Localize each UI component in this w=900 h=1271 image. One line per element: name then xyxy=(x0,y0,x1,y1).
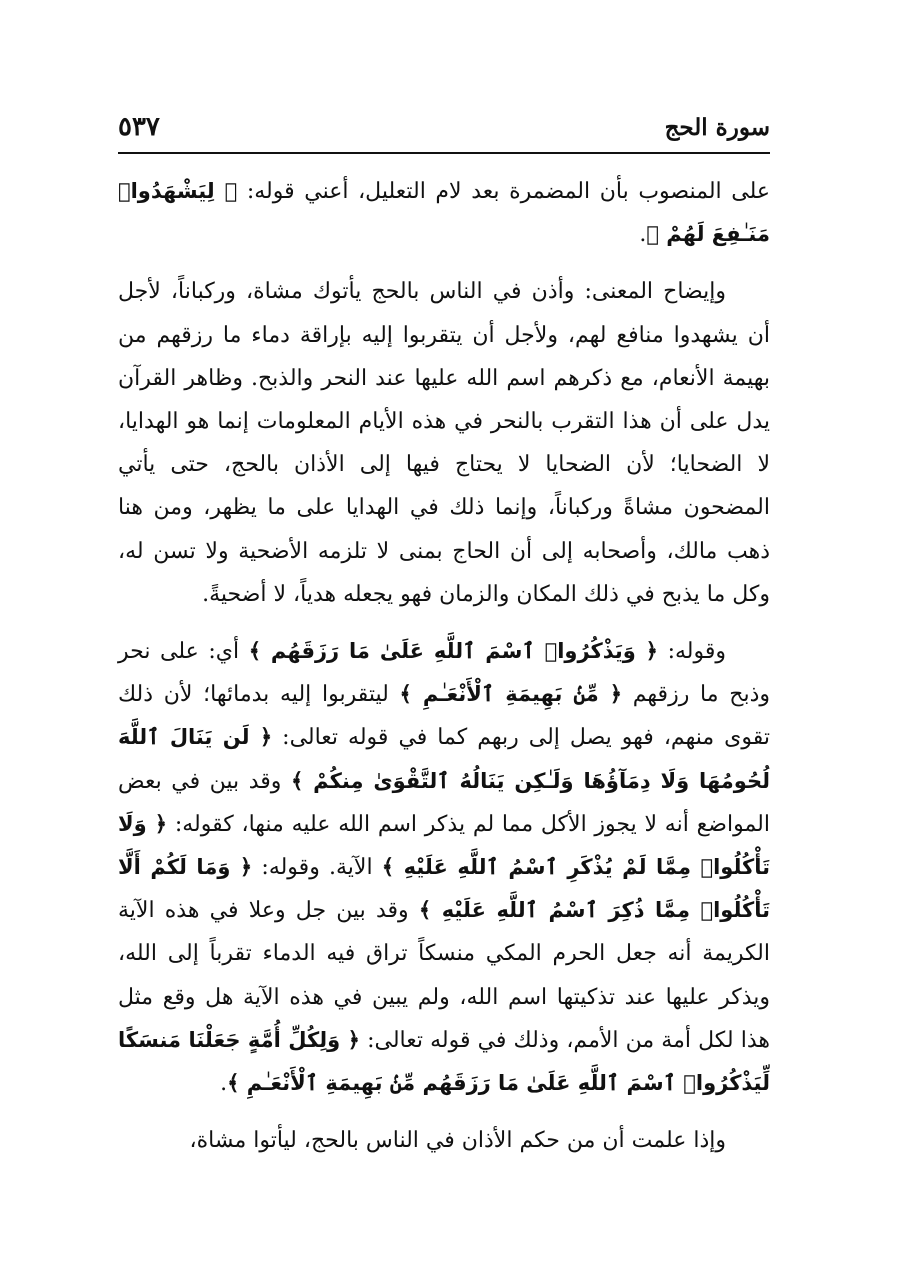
surah-title: سورة الحج xyxy=(664,114,770,141)
paragraph-4 xyxy=(118,1119,770,1162)
header-rule xyxy=(118,152,770,154)
paragraph-2 xyxy=(118,270,770,616)
quran-verse: ﴿ وَلَا تَأْكُلُوا۟ مِمَّا لَمْ يُذْكَرِ ٱسْمُ ٱللَّهِ عَلَيْهِ ﴾ xyxy=(118,811,770,880)
paragraph-3 xyxy=(118,630,770,1105)
body-text: أي: على نحر وذبح ما رزقهم xyxy=(118,639,770,708)
quran-verse: ﴿ لَن يَنَالَ ٱللَّهَ لُحُومُهَا وَلَا دِمَآؤُهَا وَلَـٰكِن يَنَالُهُ ٱلتَّقْوَىٰ مِنكُمْ ﴾ xyxy=(118,725,770,793)
page-header xyxy=(118,112,770,152)
body-text: على المنصوب بأن المضمرة بعد لام التعليل، أعني قوله: xyxy=(237,179,771,204)
paragraph-1 xyxy=(118,170,770,256)
body-text: وقد بين جل وعلا في هذه الآية الكريمة أنه جعل الحرم المكي منسكاً تراق فيه الدماء تقرباً إلى الله، ويذكر عليها عند تذكيتها اسم الله، ولم يبين في هذه الآية هل وقع مثل هذا لكل أمة من الأمم، وذلك في قوله تعالى: xyxy=(118,898,770,1053)
body-text: . xyxy=(639,222,647,248)
body-text: وقد بين في بعض المواضع أنه لا يجوز الأكل مما لم يذكر اسم الله عليه منها، كقوله: xyxy=(118,768,770,837)
page-number: ٥٣٧ xyxy=(118,112,160,142)
quran-verse: ﴿ لِيَشْهَدُوا۟ مَنَـٰفِعَ لَهُمْ ﴾ xyxy=(118,179,770,247)
body-text: ليتقربوا إليه بدمائها؛ لأن ذلك تقوى منهم، فهو يصل إلى ربهم كما في قوله تعالى: xyxy=(118,682,770,751)
body-text: وإذا علمت أن من حكم الأذان في الناس بالحج، ليأتوا مشاة، xyxy=(189,1128,726,1154)
body-text: الآية. وقوله: xyxy=(252,855,382,881)
quran-verse: ﴿ وَمَا لَكُمْ أَلَّا تَأْكُلُوا۟ مِمَّا ذُكِرَ ٱسْمُ ٱللَّهِ عَلَيْهِ ﴾ xyxy=(118,855,770,923)
quran-verse: ﴿ مِّنۢ بَهِيمَةِ ٱلْأَنْعَـٰمِ ﴾ xyxy=(399,682,623,707)
page-body xyxy=(118,170,770,1162)
body-text: . xyxy=(220,1071,228,1097)
body-text: وقوله: xyxy=(658,639,726,665)
quran-verse: ﴿ وَلِكُلِّ أُمَّةٍ جَعَلْنَا مَنسَكًا لِّيَذْكُرُوا۟ ٱسْمَ ٱللَّهِ عَلَىٰ مَا رَزَقَهُم مِّنۢ بَهِيمَةِ ٱلْأَنْعَـٰمِ ﴾ xyxy=(118,1027,770,1096)
body-text: وإيضاح المعنى: وأذن في الناس بالحج يأتوك مشاة، وركباناً، لأجل أن يشهدوا منافع لهم، ولأجل أن يتقربوا إليه بإراقة دماء ما رزقهم من بهيمة الأنعام، مع ذكرهم اسم الله عليها عند النحر والذبح. وظاهر القرآن يدل على أن هذا التقرب بالنحر في هذه الأيام المعلومات إنما هو الهدايا، لا الضحايا؛ لأن الضحايا لا يحتاج فيها إلى الأذان بالحج، حتى يأتي المضحون مشاةً وركباناً، وإنما ذلك في الهدايا على ما يظهر، ومن هنا ذهب مالك، وأصحابه إلى أن الحاج بمنى لا تلزمه الأضحية ولا تسن له، وكل ما يذبح في ذلك المكان والزمان فهو يجعله هدياً، لا أضحيةً. xyxy=(118,279,770,607)
quran-verse: ﴿ وَيَذْكُرُوا۟ ٱسْمَ ٱللَّهِ عَلَىٰ مَا رَزَقَهُم ﴾ xyxy=(248,639,658,664)
